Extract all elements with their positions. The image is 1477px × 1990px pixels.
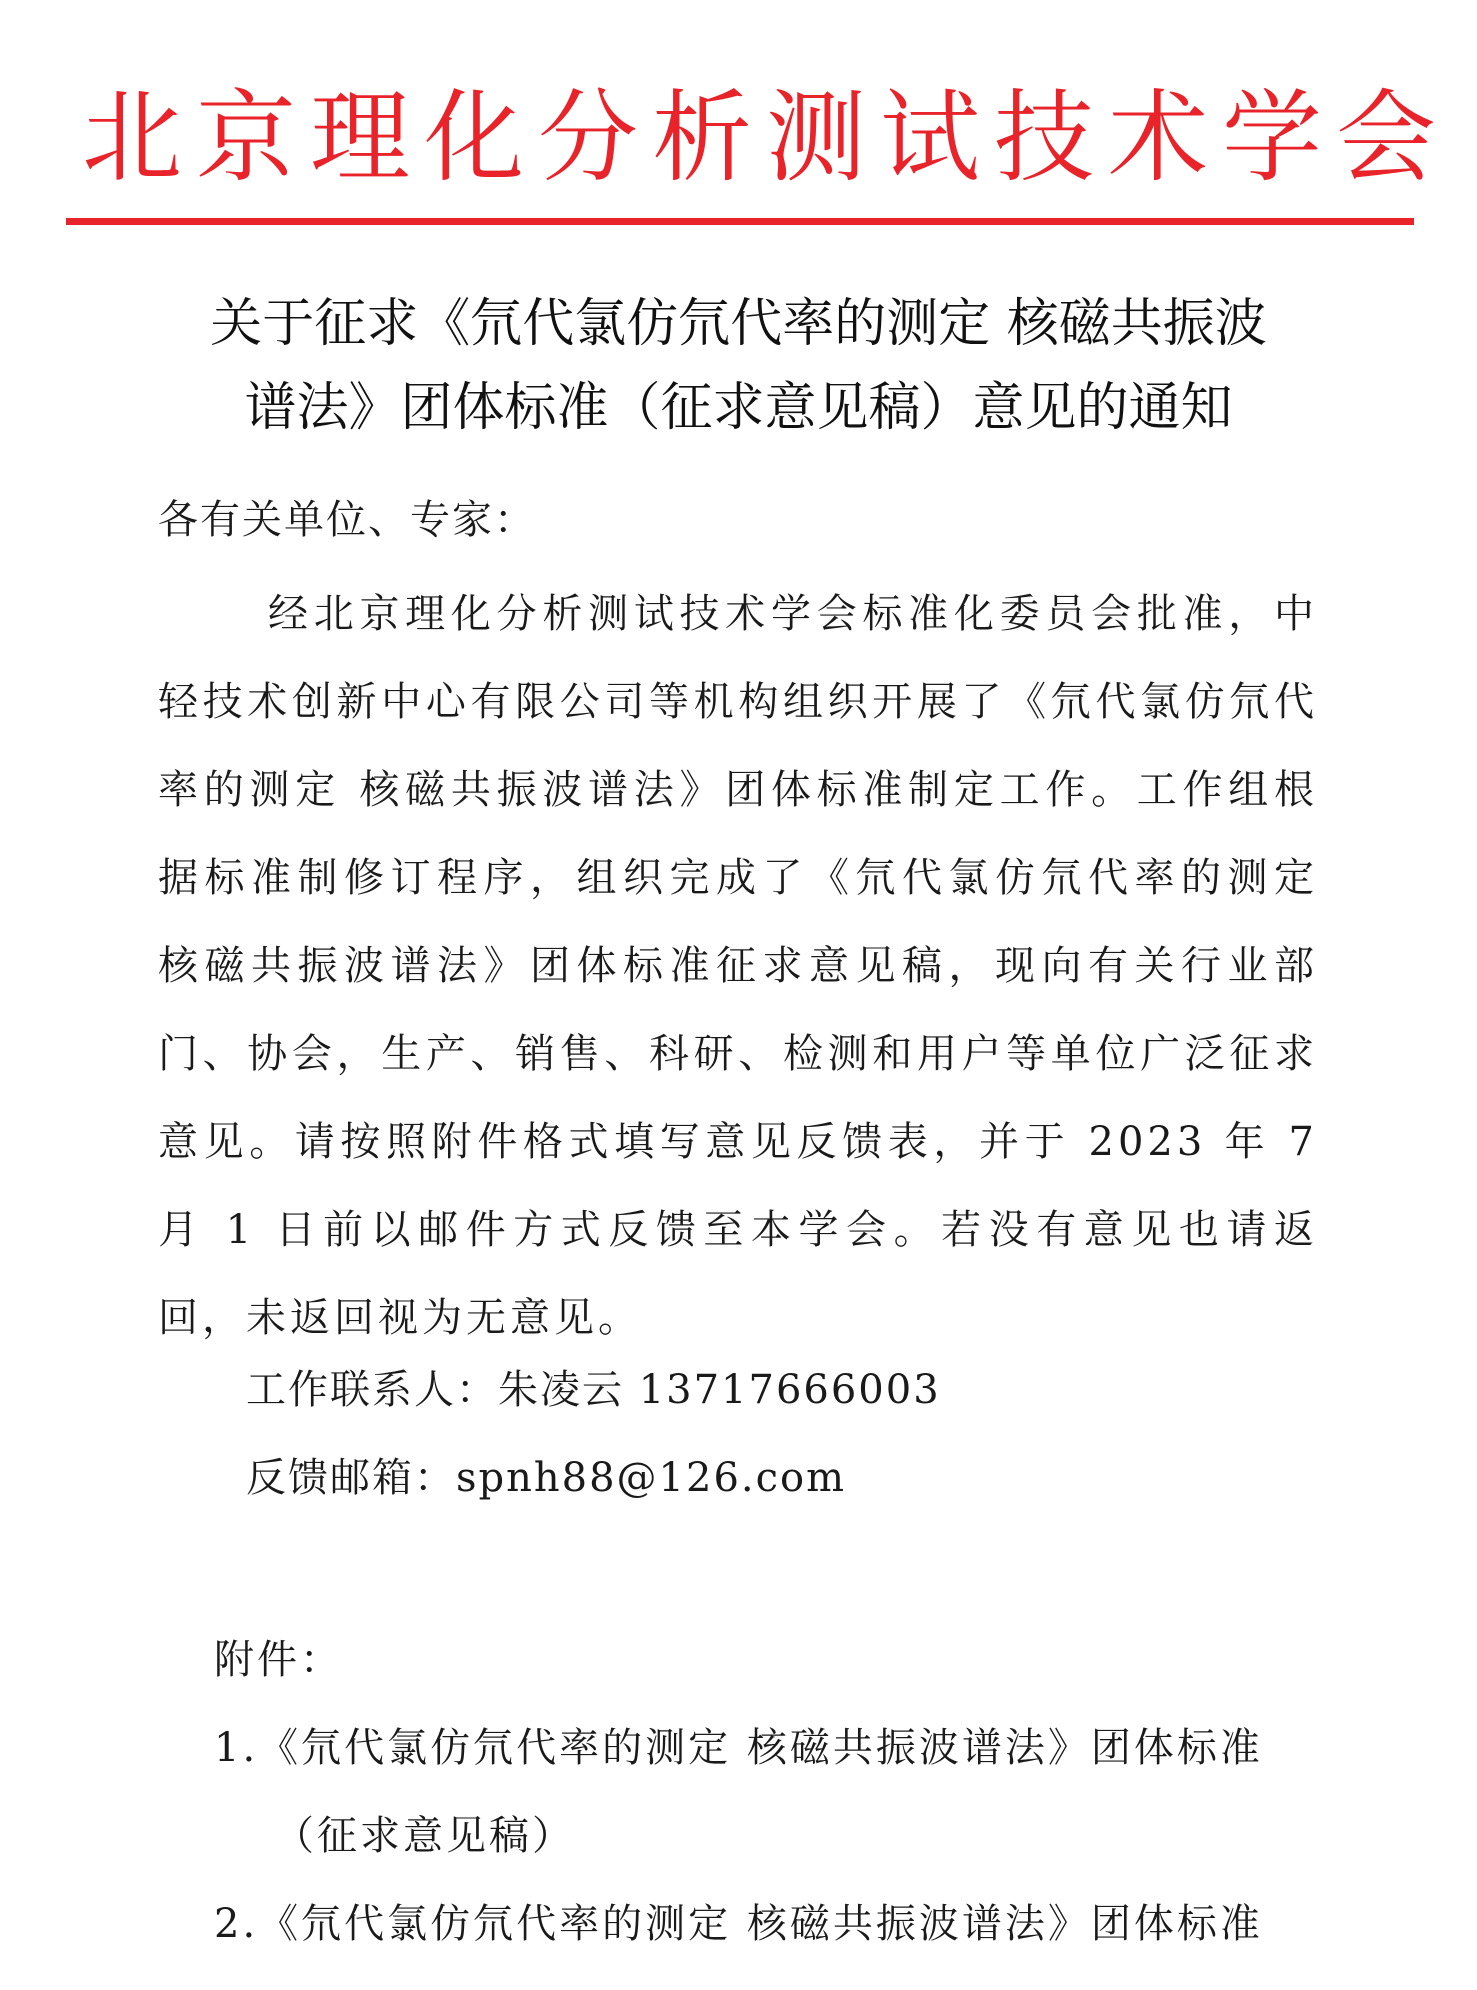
title-line-2: 谱法》团体标准（征求意见稿）意见的通知 <box>244 378 1233 438</box>
letterhead <box>0 78 1477 228</box>
attachment-item-1: 1.《氘代氯仿氘代率的测定 核磁共振波谱法》团体标准 <box>214 1725 1263 1771</box>
contact-block <box>246 1346 1406 1522</box>
attachment-item-2: 2.《氘代氯仿氘代率的测定 核磁共振波谱法》团体标准 <box>214 1901 1263 1947</box>
letterhead-divider <box>66 218 1414 225</box>
salutation: 各有关单位、专家： <box>158 497 536 543</box>
document-title <box>100 282 1377 450</box>
title-line-1: 关于征求《氘代氯仿氘代率的测定 核磁共振波 <box>210 294 1267 354</box>
contact-person: 工作联系人：朱凌云 13717666003 <box>246 1367 941 1413</box>
attachments-block <box>214 1616 1314 1968</box>
attachment-item-1-continuation: （征求意见稿） <box>274 1813 575 1859</box>
organization-name: 北京理化分析测试技术学会 <box>82 79 1450 196</box>
contact-email: 反馈邮箱：spnh88@126.com <box>246 1455 847 1501</box>
attachments-label: 附件： <box>214 1637 343 1683</box>
body-paragraph: 经北京理化分析测试技术学会标准化委员会批准，中轻技术创新中心有限公司等机构组织开展了《氘代氯仿氘代率的测定 核磁共振波谱法》团体标准制定工作。工作组根据标准制修订程序，组织完成了《氘代氯仿氘代率的测定 核磁共振波谱法》团体标准征求意见稿，现向有关行业部门、协会，生产、销售、科研、检测和用户等单位广泛征求意见。请按照附件格式填写意见反馈表，并于 2023 年 7 月 1 日前以邮件方式反馈至本学会。若没有意见也请返回，未返回视为无意见。 <box>158 591 1318 1341</box>
